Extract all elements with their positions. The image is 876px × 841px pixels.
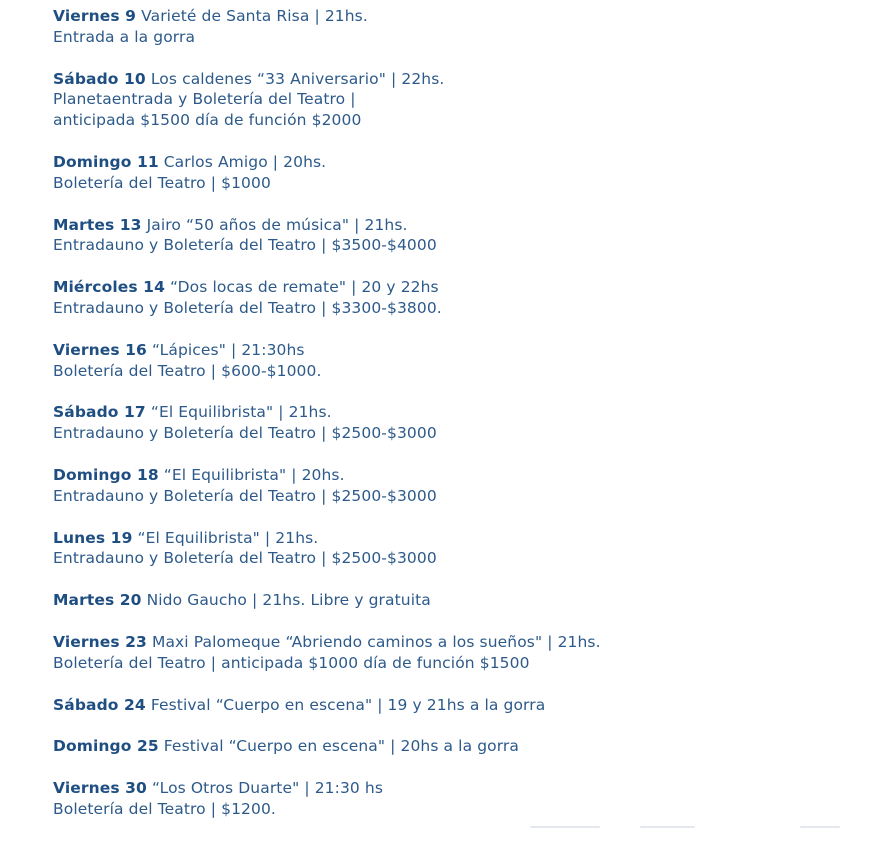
- event-day: Lunes 19: [53, 528, 133, 547]
- event-item: [53, 277, 853, 319]
- event-title-line: [53, 632, 853, 653]
- event-day: Domingo 25: [53, 737, 159, 756]
- event-description: Jairo “50 años de música" | 21hs.: [141, 215, 408, 234]
- event-title-line: [53, 69, 853, 90]
- event-description: “El Equilibrista" | 21hs.: [132, 528, 319, 547]
- event-day: Sábado 24: [53, 695, 146, 714]
- event-detail: Entradauno y Boletería del Teatro | $2500-$3000: [53, 549, 437, 568]
- event-day: Viernes 9: [53, 7, 137, 25]
- event-detail: Boletería del Teatro | $1000: [53, 173, 271, 192]
- event-title-line: [53, 736, 853, 757]
- event-title-line: [53, 465, 853, 486]
- event-day: Viernes 23: [53, 632, 147, 651]
- event-day: Viernes 16: [53, 340, 147, 359]
- event-description: Varieté de Santa Risa | 21hs.: [136, 7, 368, 25]
- event-item: [53, 402, 853, 444]
- event-day: Domingo 18: [53, 465, 159, 484]
- event-detail: Entradauno y Boletería del Teatro | $3300-$3800.: [53, 298, 442, 317]
- event-list: [53, 6, 853, 841]
- event-item: [53, 632, 853, 674]
- event-item: [53, 590, 853, 611]
- event-detail: Entrada a la gorra: [53, 27, 196, 46]
- event-item: [53, 152, 853, 194]
- event-detail: Boletería del Teatro | $1200.: [53, 799, 276, 818]
- event-day: Sábado 10: [53, 69, 146, 88]
- event-item: [53, 695, 853, 716]
- event-item: [53, 465, 853, 507]
- event-day: Martes 13: [53, 215, 142, 234]
- event-detail: Boletería del Teatro | $600-$1000.: [53, 361, 322, 380]
- event-detail: Entradauno y Boletería del Teatro | $3500-$4000: [53, 236, 437, 255]
- event-day: Domingo 11: [53, 152, 159, 171]
- event-day: Viernes 30: [53, 779, 147, 798]
- event-detail: anticipada $1500 día de función $2000: [53, 111, 362, 130]
- event-day: Sábado 17: [53, 403, 146, 422]
- event-description: Carlos Amigo | 20hs.: [158, 152, 327, 171]
- event-detail: Entradauno y Boletería del Teatro | $2500-$3000: [53, 486, 437, 505]
- event-item: [53, 215, 853, 257]
- event-description: Nido Gaucho | 21hs. Libre y gratuita: [141, 591, 431, 610]
- event-description: “El Equilibrista" | 21hs.: [145, 403, 332, 422]
- event-title-line: [53, 590, 853, 611]
- event-description: “Dos locas de remate" | 20 y 22hs: [164, 278, 439, 297]
- event-item: [53, 340, 853, 382]
- event-item: [53, 528, 853, 570]
- event-title-line: [53, 6, 853, 27]
- event-description: Festival “Cuerpo en escena" | 19 y 21hs a la gorra: [145, 695, 546, 714]
- event-title-line: [53, 152, 853, 173]
- bottom-divider-marks: [530, 824, 850, 830]
- event-description: Los caldenes “33 Aniversario" | 22hs.: [145, 69, 445, 88]
- event-item: [53, 6, 853, 48]
- event-description: Festival “Cuerpo en escena" | 20hs a la gorra: [158, 737, 519, 756]
- event-detail: Boletería del Teatro | anticipada $1000 día de función $1500: [53, 653, 530, 672]
- event-detail: Planetaentrada y Boletería del Teatro |: [53, 90, 356, 109]
- event-day: Martes 20: [53, 591, 142, 610]
- event-item: [53, 736, 853, 757]
- event-description: Maxi Palomeque “Abriendo caminos a los sueños" | 21hs.: [146, 632, 601, 651]
- event-title-line: [53, 778, 853, 799]
- event-title-line: [53, 215, 853, 236]
- event-description: “Lápices" | 21:30hs: [146, 340, 305, 359]
- event-title-line: [53, 277, 853, 298]
- event-title-line: [53, 340, 853, 361]
- event-description: “El Equilibrista" | 20hs.: [158, 465, 345, 484]
- event-description: “Los Otros Duarte" | 21:30 hs: [146, 779, 384, 798]
- event-detail: Entradauno y Boletería del Teatro | $2500-$3000: [53, 424, 437, 443]
- event-title-line: [53, 402, 853, 423]
- event-day: Miércoles 14: [53, 278, 165, 297]
- event-title-line: [53, 695, 853, 716]
- event-item: [53, 778, 853, 820]
- event-title-line: [53, 528, 853, 549]
- event-item: [53, 69, 853, 131]
